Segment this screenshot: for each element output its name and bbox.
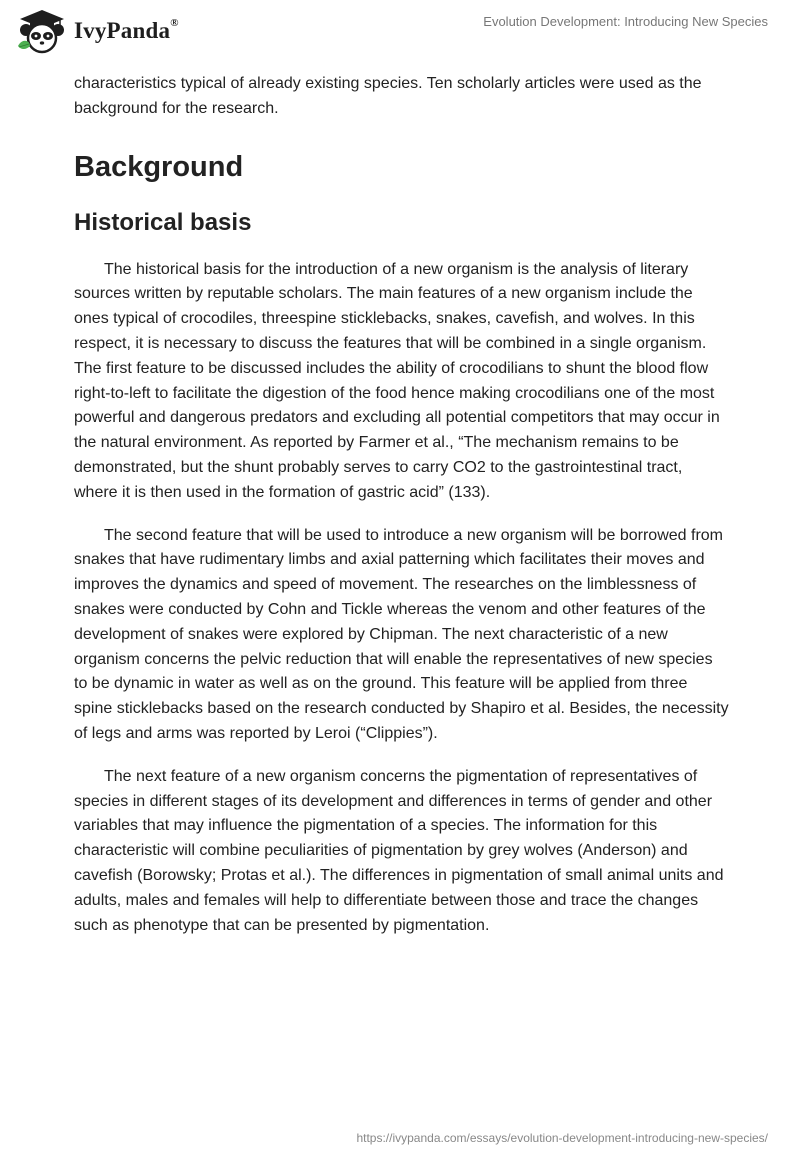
logo-text: IvyPanda® xyxy=(74,17,179,43)
ivypanda-logo[interactable] xyxy=(16,6,179,56)
page-header xyxy=(0,0,800,60)
intro-continuation: characteristics typical of already existing species. Ten scholarly articles were used as the background for the research. xyxy=(74,75,702,117)
subsection-heading: Historical basis xyxy=(74,208,252,236)
paragraph: The second feature that will be used to introduce a new organism will be borrowed from snakes that have rudimentary limbs and axial patterning which facilitates their moves and improves the dynamics and speed of movement. The researches on the limblessness of snakes were conducted by Cohn and Tickle whereas the venom and other features of the development of snakes were explored by Chipman. The next characteristic of a new organism concerns the pelvic reduction that will enable the representatives of new species to be dynamic in water as well as on the ground. This feature will be applied from three spine sticklebacks based on the research conducted by Shapiro et al. Besides, the necessity of legs and arms was reported by Leroi (“Clippies”). xyxy=(74,526,729,742)
paragraph: The next feature of a new organism concerns the pigmentation of representatives of species in different stages of its development and differences in terms of gender and other variables that may influence the pigmentation of a species. The information for this characteristic will combine peculiarities of pigmentation by grey wolves (Anderson) and cavefish (Borowsky; Protas et al.). The differences in pigmentation of small animal units and adults, males and females will help to differentiate between those and trace the changes such as phenotype that can be presented by pigmentation. xyxy=(74,767,724,934)
essay-content xyxy=(74,72,730,956)
panda-graduate-icon xyxy=(16,8,68,54)
source-url[interactable]: https://ivypanda.com/essays/evolution-development-introducing-new-species/ xyxy=(356,1131,768,1145)
section-heading: Background xyxy=(74,150,244,183)
document-title: Evolution Development: Introducing New Species xyxy=(483,14,768,29)
paragraph: The historical basis for the introduction of a new organism is the analysis of literary sources written by reputable scholars. The main features of a new organism include the ones typical of crocodiles, threespine sticklebacks, snakes, cavefish, and wolves. In this respect, it is necessary to discuss the features that will be combined in a single organism. The first feature to be discussed includes the ability of crocodilians to shunt the blood flow right-to-left to facilitate the digestion of the food hence making crocodilians one of the most powerful and dangerous predators and excluding all potential competitors that may occur in the natural environment. As reported by Farmer et al., “The mechanism remains to be demonstrated, but the shunt probably serves to carry CO2 to the gastrointestinal tract, where it is then used in the formation of gastric acid” (133). xyxy=(74,260,720,501)
